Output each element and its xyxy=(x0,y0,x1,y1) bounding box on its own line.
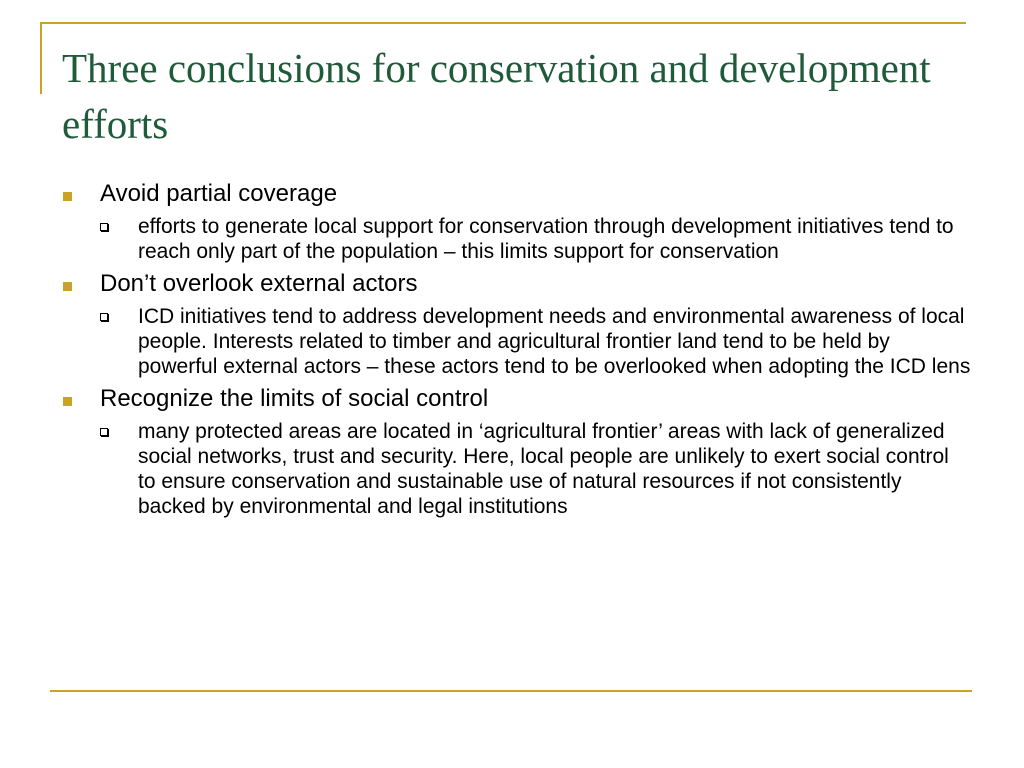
top-divider xyxy=(40,22,966,24)
sub-bullet-point-3 xyxy=(138,419,972,519)
bullet-point-3 xyxy=(62,385,972,413)
sub-bullet-text: ICD initiatives tend to address development needs and environmental awareness of local people. Interests related to timber and agricultural frontier land tend to be held by powerful external actors – these actors tend to be overlooked when adopting the ICD lens xyxy=(138,305,971,378)
bottom-divider xyxy=(50,690,972,692)
square-bullet-icon xyxy=(63,192,72,201)
hollow-square-bullet-icon xyxy=(100,313,108,321)
square-bullet-icon xyxy=(63,397,72,406)
slide-title: Three conclusions for conservation and development efforts xyxy=(62,45,931,147)
left-divider xyxy=(40,22,42,94)
bullet-point-2 xyxy=(62,270,972,298)
sub-bullet-point-2 xyxy=(138,304,972,379)
sub-bullet-text: efforts to generate local support for conservation through development initiatives tend to reach only part of the population – this limits support for conservation xyxy=(138,215,954,263)
square-bullet-icon xyxy=(63,282,72,291)
hollow-square-bullet-icon xyxy=(100,428,108,436)
bullet-list xyxy=(62,180,972,519)
hollow-square-bullet-icon xyxy=(100,223,108,231)
bullet-heading: Recognize the limits of social control xyxy=(100,385,489,412)
bullet-heading: Don’t overlook external actors xyxy=(100,270,418,297)
bullet-heading: Avoid partial coverage xyxy=(100,180,338,207)
bullet-point-1 xyxy=(62,180,972,208)
sub-bullet-text: many protected areas are located in ‘agricultural frontier’ areas with lack of generalized social networks, trust and security. Here, local people are unlikely to exert social control to ensure conservation and sustainable use of natural resources if not consistently backed by environmental and legal institutions xyxy=(138,420,949,518)
sub-bullet-point-1 xyxy=(138,214,972,264)
